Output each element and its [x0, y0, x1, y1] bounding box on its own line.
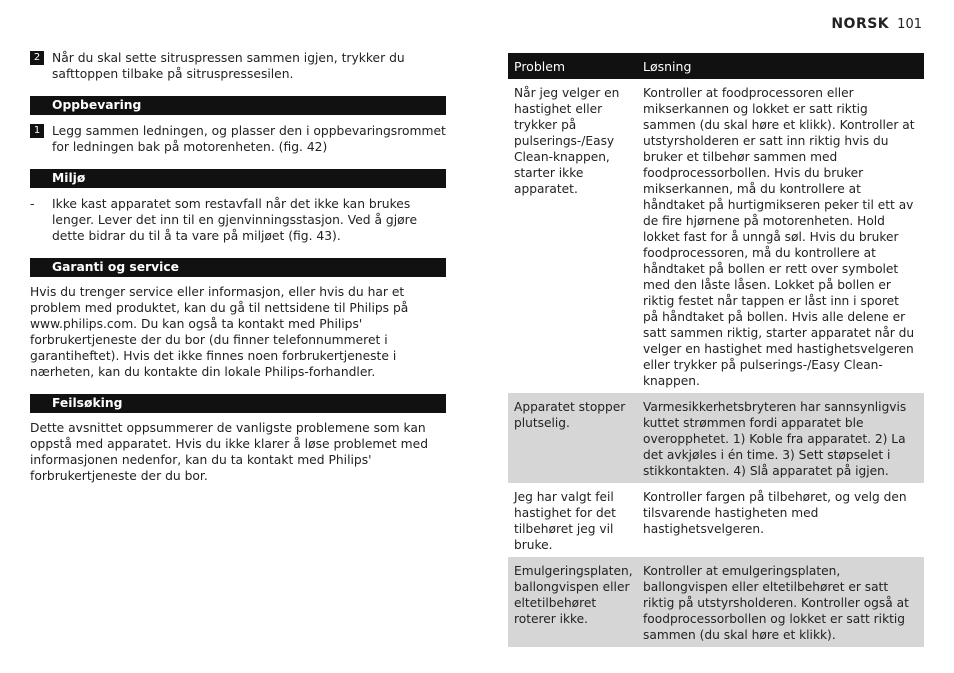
garanti-paragraph: Hvis du trenger service eller informasjon, eller hvis du har et problem med produktet, kan du gå til nettsidene til Philips på www.philips.com. Du kan også ta kontakt med Philips' forbrukertjeneste der du bor (du finner telefonnummeret i garantiheftet). Hvis det ikke finnes noen forbrukertjeneste i nærheten, kan du kontakte din lokale Philips-forhandler.: [30, 285, 409, 379]
section-heading-feilsoking: Feilsøking: [30, 394, 446, 413]
section-heading-oppbevaring: Oppbevaring: [30, 96, 446, 115]
page-header: [831, 16, 922, 32]
table-header: [508, 53, 924, 79]
section-heading-garanti: Garanti og service: [30, 258, 446, 277]
column-header-problem: Problem: [514, 59, 566, 74]
step-2: [30, 50, 446, 82]
bullet-text: Ikke kast apparatet som restavfall når det ikke kan brukes lenger. Lever det inn til en gjenvinningsstasjon. Ved å gjøre dette bidrar du til å ta vare på miljøet (fig. 43).: [52, 197, 418, 243]
problem-cell: Apparatet stopper plutselig.: [514, 400, 626, 430]
step-1: [30, 123, 446, 155]
section-heading-miljo: Miljø: [30, 169, 446, 188]
table-row: [508, 393, 924, 483]
solution-cell: Varmesikkerhetsbryteren har sannsynligvis kuttet strømmen fordi apparatet ble overopphetet. 1) Koble fra apparatet. 2) La det avkjøles i én time. 3) Sett støpselet i stikkontakten. 4) Slå apparatet på igjen.: [643, 400, 907, 478]
feilsoking-paragraph: Dette avsnittet oppsummerer de vanligste problemene som kan oppstå med apparatet. Hvis du ikke klarer å løse problemet med informasjonen nedenfor, kan du ta kontakt med Philips' forbrukertjeneste der du bor.: [30, 421, 429, 483]
table-row: [508, 483, 924, 557]
table-row: [508, 557, 924, 647]
problem-cell: Når jeg velger en hastighet eller trykker på pulserings-/Easy Clean-knappen, starter ikke apparatet.: [514, 86, 620, 196]
problem-cell: Emulgeringsplaten, ballongvispen eller eltetilbehøret roterer ikke.: [514, 564, 633, 626]
problem-cell: Jeg har valgt feil hastighet for det tilbehøret jeg vil bruke.: [514, 490, 616, 552]
bullet-item: [30, 196, 446, 244]
page-number: 101: [897, 17, 922, 32]
step-number: 1: [30, 124, 44, 138]
troubleshooting-table: [508, 53, 924, 647]
language-label: NORSK: [831, 16, 890, 32]
left-column: [30, 50, 446, 484]
solution-cell: Kontroller at emulgeringsplaten, ballongvispen eller eltetilbehøret er satt riktig på utstyrsholderen. Kontroller også at foodprocessorbollen og lokket er satt riktig sammen (du skal høre et klikk).: [643, 564, 909, 642]
column-header-solution: Løsning: [643, 59, 692, 74]
solution-cell: Kontroller fargen på tilbehøret, og velg den tilsvarende hastigheten med hastighetsvelgeren.: [643, 490, 907, 536]
step-number: 2: [30, 51, 44, 65]
solution-cell: Kontroller at foodprocessoren eller mikserkannen og lokket er satt riktig sammen (du skal høre et klikk). Kontroller at utstyrsholderen er satt inn riktig hvis du bruker et tilbehør sammen med foodprocessorbollen. Hvis du bruker mikserkannen, må du kontrollere at håndtaket på hurtigmikseren peker til ett av de fire hjørnene på motorenheten. Hold lokket fast for å unngå søl. Hvis du bruker foodprocessoren, må du kontrollere at håndtaket på bollen er rett over symbolet med den låste låsen. Lokket på bollen er riktig festet når tappen er låst inn i sporet på håndtaket på bollen. Hvis alle delene er satt sammen riktig, starter apparatet når du velger en hastighet med hastighetsvelgeren eller trykker på pulserings-/Easy Clean-knappen.: [643, 86, 915, 388]
bullet-dash: -: [30, 197, 35, 211]
table-row: [508, 79, 924, 393]
step-text: Når du skal sette sitruspressen sammen igjen, trykker du safttoppen tilbake på sitruspressesilen.: [52, 51, 405, 81]
step-text: Legg sammen ledningen, og plasser den i oppbevaringsrommet for ledningen bak på motorenheten. (fig. 42): [52, 124, 446, 154]
